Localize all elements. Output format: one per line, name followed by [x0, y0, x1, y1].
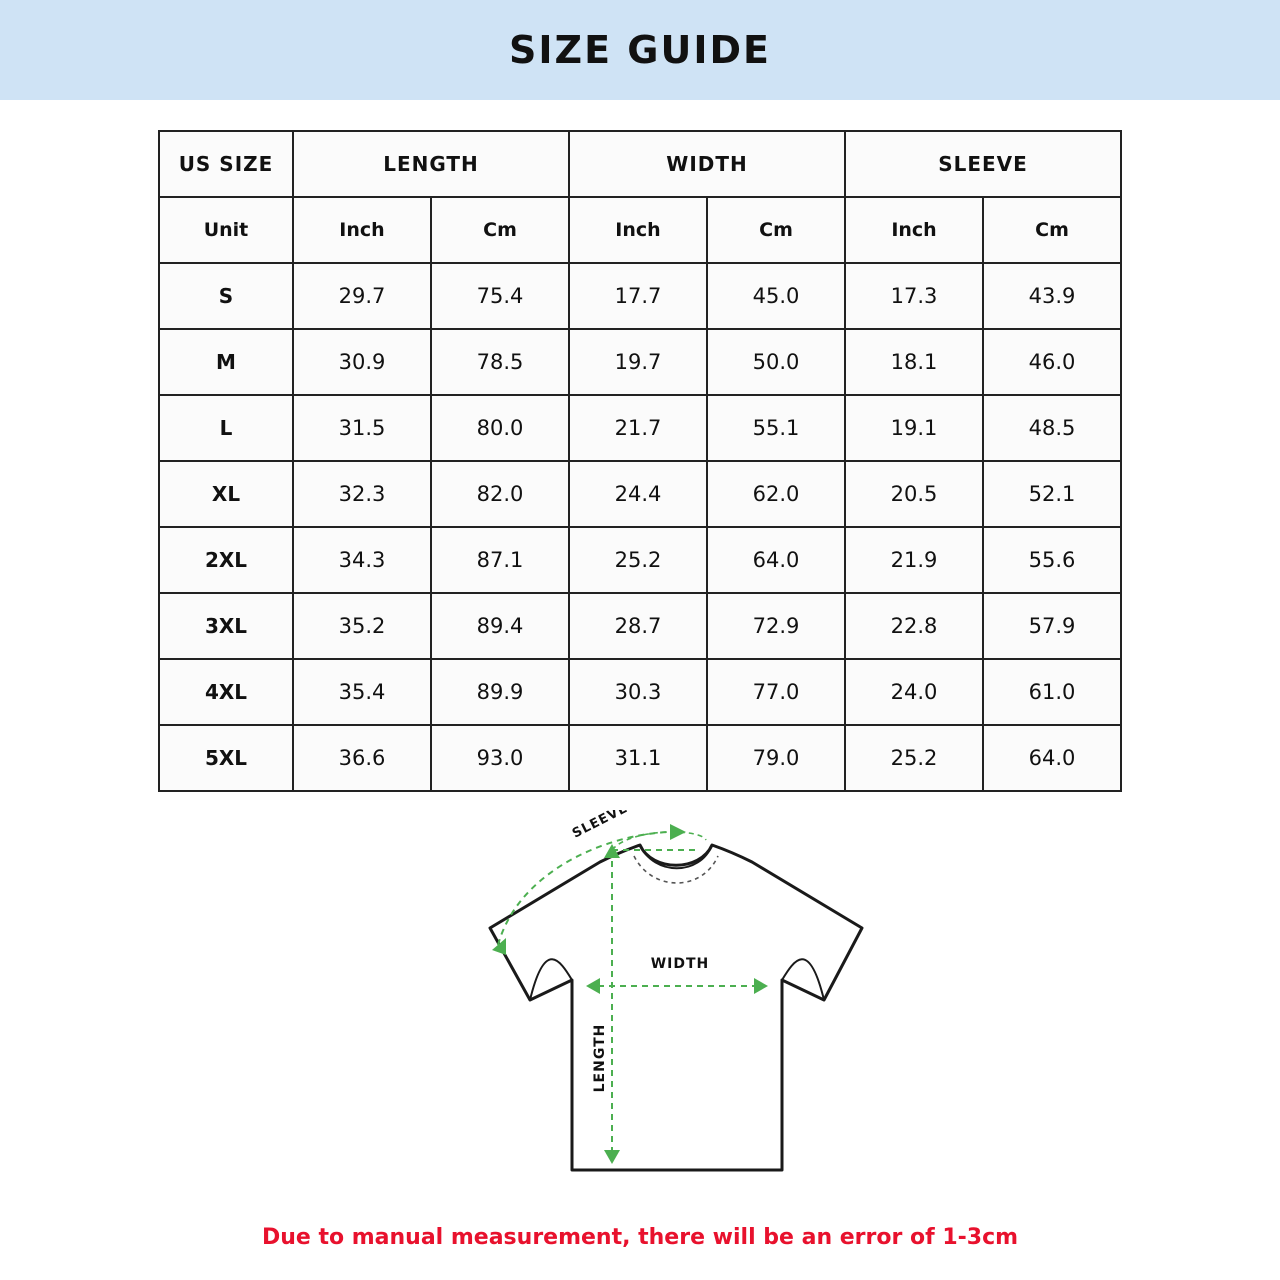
cell-size: XL — [159, 461, 293, 527]
cell-length-inch: 29.7 — [293, 263, 431, 329]
unit-width-cm: Cm — [707, 197, 845, 263]
cell-width-cm: 55.1 — [707, 395, 845, 461]
length-label: LENGTH — [592, 1023, 608, 1093]
cell-length-cm: 75.4 — [431, 263, 569, 329]
measurement-note: Due to manual measurement, there will be an error of 1-3cm — [261, 1225, 1019, 1250]
cell-sleeve-cm: 43.9 — [983, 263, 1121, 329]
cell-length-cm: 93.0 — [431, 725, 569, 791]
cell-width-inch: 24.4 — [569, 461, 707, 527]
group-header-width: WIDTH — [569, 131, 845, 197]
table-row — [159, 593, 1121, 659]
sleeves-arrowheads — [492, 824, 686, 955]
cell-sleeve-inch: 22.8 — [845, 593, 983, 659]
cell-width-cm: 50.0 — [707, 329, 845, 395]
tshirt-illustration — [0, 810, 1280, 1200]
cell-width-inch: 21.7 — [569, 395, 707, 461]
cell-width-inch: 31.1 — [569, 725, 707, 791]
tshirt-outline-icon — [490, 845, 862, 1170]
cell-width-cm: 72.9 — [707, 593, 845, 659]
cell-length-inch: 35.2 — [293, 593, 431, 659]
cell-sleeve-inch: 17.3 — [845, 263, 983, 329]
cell-sleeve-inch: 20.5 — [845, 461, 983, 527]
length-measure-line — [612, 850, 700, 1158]
unit-length-cm: Cm — [431, 197, 569, 263]
table-row — [159, 395, 1121, 461]
cell-length-inch: 30.9 — [293, 329, 431, 395]
group-header-sleeve: SLEEVE — [845, 131, 1121, 197]
cell-sleeve-cm: 46.0 — [983, 329, 1121, 395]
width-measure-line — [592, 985, 762, 988]
cell-sleeve-inch: 18.1 — [845, 329, 983, 395]
table-row — [159, 659, 1121, 725]
table-row — [159, 263, 1121, 329]
cell-sleeve-cm: 48.5 — [983, 395, 1121, 461]
cell-sleeve-cm: 55.6 — [983, 527, 1121, 593]
cell-sleeve-inch: 19.1 — [845, 395, 983, 461]
cell-width-cm: 77.0 — [707, 659, 845, 725]
table-head — [159, 131, 1121, 197]
cell-sleeve-inch: 24.0 — [845, 659, 983, 725]
cell-length-inch: 35.4 — [293, 659, 431, 725]
cell-width-inch: 19.7 — [569, 329, 707, 395]
cell-length-cm: 80.0 — [431, 395, 569, 461]
cell-width-inch: 28.7 — [569, 593, 707, 659]
width-label: WIDTH — [650, 956, 710, 972]
cell-length-inch: 36.6 — [293, 725, 431, 791]
cell-length-cm: 89.9 — [431, 659, 569, 725]
sleeves-measure-line — [498, 832, 680, 945]
cell-size: L — [159, 395, 293, 461]
cell-size: M — [159, 329, 293, 395]
cell-width-inch: 17.7 — [569, 263, 707, 329]
cell-size: 3XL — [159, 593, 293, 659]
cell-width-cm: 45.0 — [707, 263, 845, 329]
cell-sleeve-cm: 64.0 — [983, 725, 1121, 791]
unit-sleeve-inch: Inch — [845, 197, 983, 263]
cell-sleeve-cm: 61.0 — [983, 659, 1121, 725]
unit-width-inch: Inch — [569, 197, 707, 263]
cell-width-inch: 30.3 — [569, 659, 707, 725]
cell-width-inch: 25.2 — [569, 527, 707, 593]
table-row — [159, 461, 1121, 527]
header-banner — [0, 0, 1280, 100]
unit-length-inch: Inch — [293, 197, 431, 263]
table-body — [159, 197, 1121, 791]
cell-length-cm: 87.1 — [431, 527, 569, 593]
cell-size: 4XL — [159, 659, 293, 725]
group-header-row — [159, 131, 1121, 197]
cell-length-inch: 34.3 — [293, 527, 431, 593]
group-header-us-size: US SIZE — [159, 131, 293, 197]
unit-row — [159, 197, 1121, 263]
cell-length-cm: 89.4 — [431, 593, 569, 659]
cell-width-cm: 64.0 — [707, 527, 845, 593]
sleeves-label: SLEEVES — [570, 810, 640, 842]
cell-width-cm: 62.0 — [707, 461, 845, 527]
collar-guide-line — [612, 832, 706, 850]
cell-size: S — [159, 263, 293, 329]
unit-sleeve-cm: Cm — [983, 197, 1121, 263]
table-row — [159, 527, 1121, 593]
cell-sleeve-inch: 21.9 — [845, 527, 983, 593]
cell-sleeve-inch: 25.2 — [845, 725, 983, 791]
group-header-length: LENGTH — [293, 131, 569, 197]
cell-length-cm: 78.5 — [431, 329, 569, 395]
cell-length-cm: 82.0 — [431, 461, 569, 527]
cell-length-inch: 31.5 — [293, 395, 431, 461]
size-table-wrapper — [158, 130, 1122, 792]
cell-size: 2XL — [159, 527, 293, 593]
cell-sleeve-cm: 57.9 — [983, 593, 1121, 659]
table-row — [159, 329, 1121, 395]
page-title: SIZE GUIDE — [509, 28, 771, 72]
cell-length-inch: 32.3 — [293, 461, 431, 527]
table-row — [159, 725, 1121, 791]
cell-sleeve-cm: 52.1 — [983, 461, 1121, 527]
cell-width-cm: 79.0 — [707, 725, 845, 791]
unit-label: Unit — [159, 197, 293, 263]
cell-size: 5XL — [159, 725, 293, 791]
size-table — [158, 130, 1122, 792]
